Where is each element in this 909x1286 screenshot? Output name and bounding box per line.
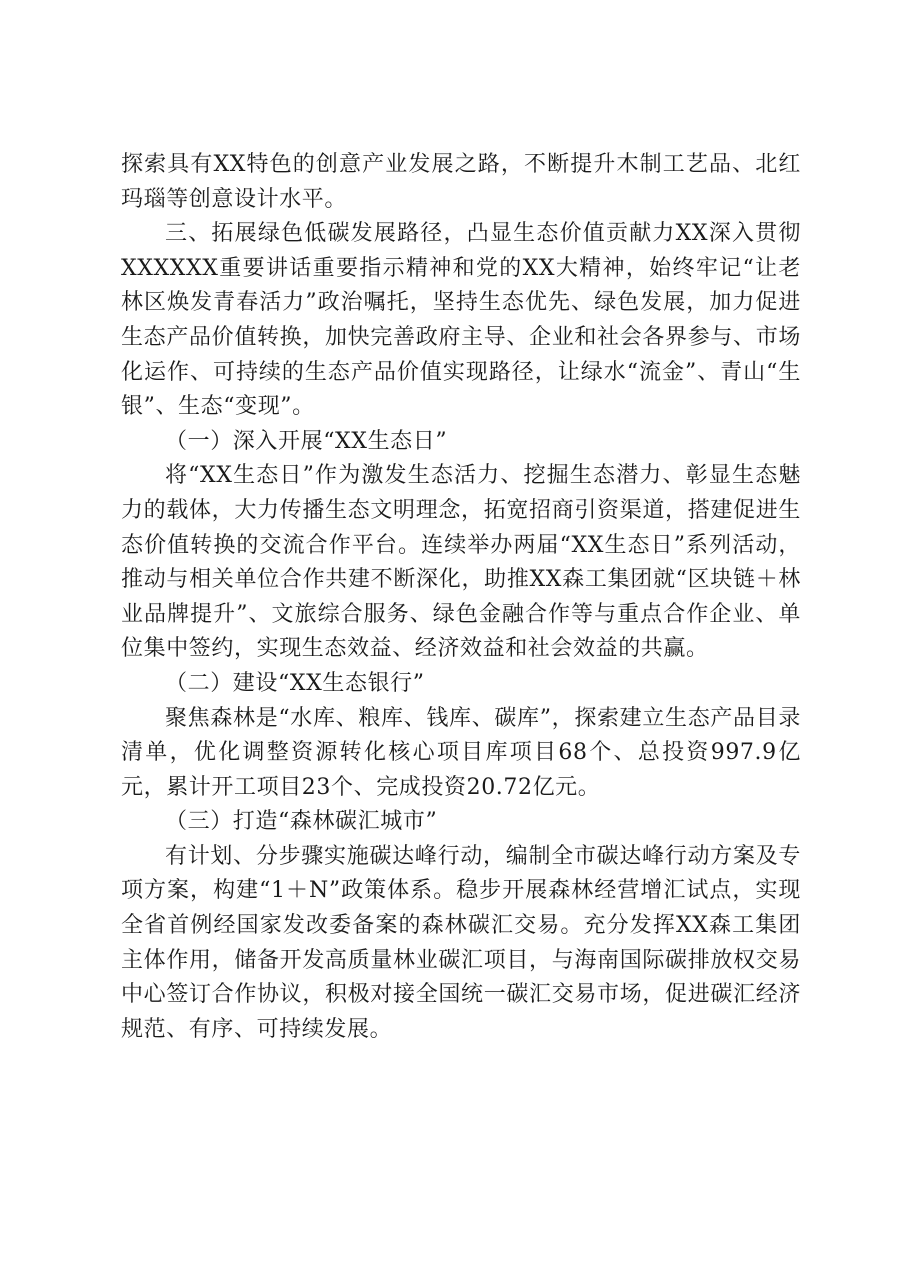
paragraph-eco-day: 将“XX生态日”作为激发生态活力、挖掘生态潜力、彰显生态魅力的载体，大力传播生态文明理念，拓宽招商引资渠道，搭建促进生态价值转换的交流合作平台。连续举办两届“XX生态日”系列活动，推动与相关单位合作共建不断深化，助推XX森工集团就“区块链＋林业品牌提升”、文旅综合服务、绿色金融合作等与重点合作企业、单位集中签约，实现生态效益、经济效益和社会效益的共赢。 <box>121 463 801 662</box>
subheading-one: （一）深入开展“XX生态日” <box>165 428 448 454</box>
subheading-three: （三）打造“森林碳汇城市” <box>165 809 438 835</box>
paragraph-section-three-intro: 三、拓展绿色低碳发展路径，凸显生态价值贡献力XX深入贯彻XXXXXX重要讲话重要指示精神和党的XX大精神，始终牢记“让老林区焕发青春活力”政治嘱托，坚持生态优先、绿色发展，加力促进生态产品价值转换，加快完善政府主导、企业和社会各界参与、市场化运作、可持续的生态产品价值实现路径，让绿水“流金”、青山“生银”、生态“变现”。 <box>121 221 801 420</box>
subheading-two: （二）建设“XX生态银行” <box>165 670 425 696</box>
paragraph-carbon-sink: 有计划、分步骤实施碳达峰行动，编制全市碳达峰行动方案及专项方案，构建“1＋N”政策体系。稳步开展森林经营增汇试点，实现全省首例经国家发改委备案的森林碳汇交易。充分发挥XX森工集团主体作用，储备开发高质量林业碳汇项目，与海南国际碳排放权交易中心签订合作协议，积极对接全国统一碳汇交易市场，促进碳汇经济规范、有序、可持续发展。 <box>121 843 801 1042</box>
paragraph-eco-bank: 聚焦森林是“水库、粮库、钱库、碳库”，探索建立生态产品目录清单，优化调整资源转化核心项目库项目68个、总投资997.9亿元，累计开工项目23个、完成投资20.72亿元。 <box>121 705 801 800</box>
paragraph-continuation: 探索具有XX特色的创意产业发展之路，不断提升木制工艺品、北红玛瑙等创意设计水平。 <box>121 152 801 212</box>
document-body <box>121 148 801 1047</box>
